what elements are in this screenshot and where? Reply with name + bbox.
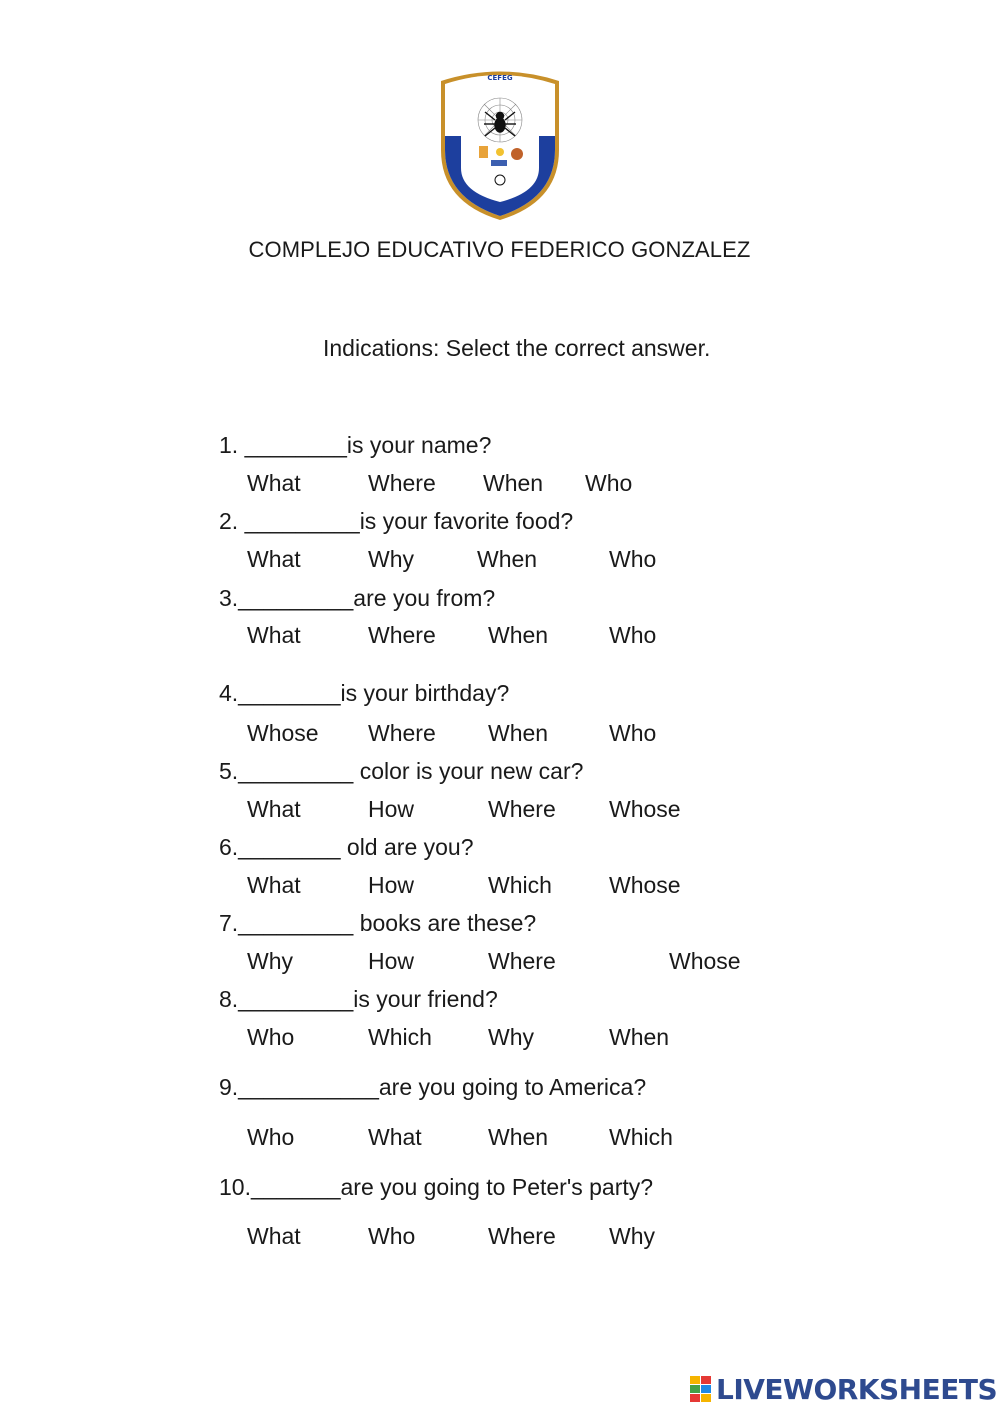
question-6: 6.________ old are you? xyxy=(219,834,474,860)
option-8-3[interactable]: Why xyxy=(488,1024,534,1050)
question-4: 4.________is your birthday? xyxy=(219,680,510,706)
option-9-3[interactable]: When xyxy=(488,1124,549,1150)
question-5: 5._________ color is your new car? xyxy=(219,758,584,784)
option-9-2[interactable]: What xyxy=(368,1124,422,1150)
option-3-1[interactable]: What xyxy=(247,622,301,648)
option-2-3[interactable]: When xyxy=(477,546,538,572)
question-9: 9.___________are you going to America? xyxy=(219,1074,647,1100)
option-1-1[interactable]: What xyxy=(247,470,301,496)
option-6-3[interactable]: Which xyxy=(488,872,552,898)
option-10-4[interactable]: Why xyxy=(609,1223,655,1249)
option-4-4[interactable]: Who xyxy=(609,720,657,746)
option-8-2[interactable]: Which xyxy=(368,1024,432,1050)
option-5-3[interactable]: Where xyxy=(488,796,556,822)
question-8: 8._________is your friend? xyxy=(219,986,498,1012)
option-1-4[interactable]: Who xyxy=(585,470,633,496)
option-10-3[interactable]: Where xyxy=(488,1223,556,1249)
question-7: 7._________ books are these? xyxy=(219,910,537,936)
option-5-4[interactable]: Whose xyxy=(609,796,681,822)
option-3-2[interactable]: Where xyxy=(368,622,436,648)
question-2: 2. _________is your favorite food? xyxy=(219,508,574,534)
option-4-2[interactable]: Where xyxy=(368,720,436,746)
books-icon xyxy=(491,160,507,166)
spider-icon xyxy=(484,112,516,136)
liveworksheets-mark-icon xyxy=(690,1374,712,1404)
option-9-1[interactable]: Who xyxy=(247,1124,295,1150)
option-2-1[interactable]: What xyxy=(247,546,301,572)
question-3: 3._________are you from? xyxy=(219,585,496,611)
option-10-2[interactable]: Who xyxy=(368,1223,416,1249)
school-name: COMPLEJO EDUCATIVO FEDERICO GONZALEZ xyxy=(248,237,751,262)
indications-text: Indications: Select the correct answer. xyxy=(323,335,711,361)
option-4-3[interactable]: When xyxy=(488,720,549,746)
option-7-2[interactable]: How xyxy=(368,948,415,974)
option-2-4[interactable]: Who xyxy=(609,546,657,572)
option-1-3[interactable]: When xyxy=(483,470,544,496)
option-5-2[interactable]: How xyxy=(368,796,415,822)
option-9-4[interactable]: Which xyxy=(609,1124,673,1150)
liveworksheets-text: LIVEWORKSHEETS xyxy=(716,1372,998,1406)
bulb-icon xyxy=(496,148,504,156)
option-8-1[interactable]: Who xyxy=(247,1024,295,1050)
crest-label: CEFEG xyxy=(487,74,513,82)
option-1-2[interactable]: Where xyxy=(368,470,436,496)
question-1: 1. ________is your name? xyxy=(219,432,492,458)
option-4-1[interactable]: Whose xyxy=(247,720,319,746)
option-2-2[interactable]: Why xyxy=(368,546,414,572)
certificate-icon xyxy=(479,146,488,158)
option-7-3[interactable]: Where xyxy=(488,948,556,974)
option-6-2[interactable]: How xyxy=(368,872,415,898)
option-7-1[interactable]: Why xyxy=(247,948,293,974)
question-10: 10._______are you going to Peter's party? xyxy=(219,1174,654,1200)
school-crest-logo xyxy=(437,68,563,220)
liveworksheets-logo[interactable] xyxy=(690,1371,997,1407)
option-6-4[interactable]: Whose xyxy=(609,872,681,898)
option-10-1[interactable]: What xyxy=(247,1223,301,1249)
option-3-4[interactable]: Who xyxy=(609,622,657,648)
option-5-1[interactable]: What xyxy=(247,796,301,822)
gear-icon xyxy=(511,148,523,160)
option-8-4[interactable]: When xyxy=(609,1024,670,1050)
option-7-4[interactable]: Whose xyxy=(669,948,741,974)
soccer-ball-icon xyxy=(495,175,505,185)
option-6-1[interactable]: What xyxy=(247,872,301,898)
option-3-3[interactable]: When xyxy=(488,622,549,648)
